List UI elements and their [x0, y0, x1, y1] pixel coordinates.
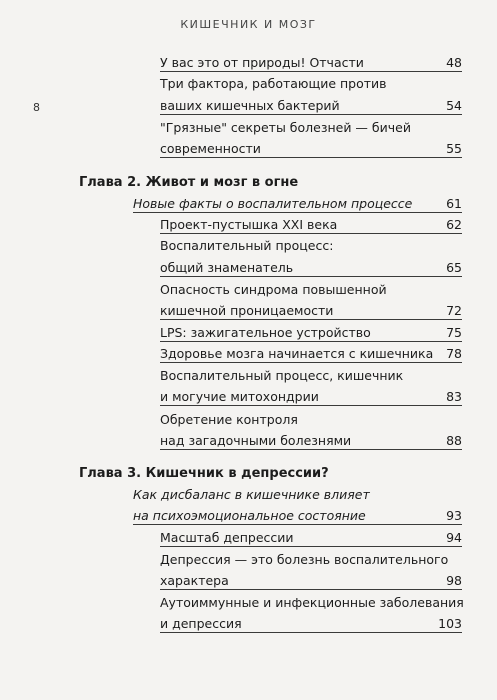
toc-entry-title: Опасность синдрома повышенной: [160, 282, 387, 297]
toc-entry-title: Обретение контроля: [160, 412, 298, 427]
toc-section-title: Как дисбаланс в кишечнике влияет: [133, 487, 370, 502]
toc-entry-title: "Грязные" секреты болезней — бичей: [160, 120, 411, 135]
toc-entry-title: Проект-пустышка XXI века: [160, 217, 338, 232]
toc-entry: [160, 433, 462, 450]
toc-entry-title: Три фактора, работающие против: [160, 76, 387, 91]
toc-entry-page: 48: [446, 55, 462, 70]
toc-entry-title: Воспалительный процесс, кишечник: [160, 368, 404, 383]
toc-entry: [160, 616, 462, 633]
toc-entry-page: 61: [446, 196, 462, 211]
chapter-heading: Глава 3. Кишечник в депрессии?: [79, 466, 329, 481]
toc-entry-title-cont: над загадочными болезнями: [160, 433, 352, 448]
toc-entry-title-cont: современности: [160, 141, 261, 156]
toc-section-title-cont: на психоэмоциональное состояние: [133, 508, 366, 523]
toc-entry-page: 88: [446, 433, 462, 448]
toc-entry: [160, 98, 462, 115]
toc-entry-page: 93: [446, 508, 462, 523]
page-number: 8: [33, 101, 40, 114]
toc-section: [133, 196, 462, 213]
toc-entry-title-cont: и депрессия: [160, 616, 242, 631]
toc-entry: [160, 217, 462, 234]
running-head: КИШЕЧНИК И МОЗГ: [180, 18, 317, 31]
toc-section-title: Новые факты о воспалительном процессе: [133, 196, 413, 211]
toc-entry-page: 72: [446, 303, 462, 318]
toc-entry-page: 65: [446, 260, 462, 275]
toc-entry: [160, 141, 462, 158]
toc-entry-page: 94: [446, 530, 462, 545]
chapter-heading: Глава 2. Живот и мозг в огне: [79, 175, 299, 190]
toc-entry-page: 62: [446, 217, 462, 232]
toc-entry-title-cont: ваших кишечных бактерий: [160, 98, 340, 113]
toc-entry: [160, 325, 462, 342]
toc-entry: [160, 346, 462, 363]
toc-entry: [160, 303, 462, 320]
toc-entry-page: 103: [438, 616, 462, 631]
toc-entry-page: 78: [446, 346, 462, 361]
toc-entry: [160, 260, 462, 277]
toc-entry-title: Аутоиммунные и инфекционные заболевания: [160, 595, 464, 610]
toc-section: [133, 508, 462, 525]
toc-entry-page: 83: [446, 389, 462, 404]
toc-entry-page: 75: [446, 325, 462, 340]
toc-entry-title-cont: кишечной проницаемости: [160, 303, 334, 318]
toc-entry-page: 98: [446, 573, 462, 588]
toc-entry-title: Депрессия — это болезнь воспалительного: [160, 552, 449, 567]
toc-entry: [160, 55, 462, 72]
toc-entry: [160, 389, 462, 406]
toc-entry-title: Масштаб депрессии: [160, 530, 294, 545]
toc-entry: [160, 573, 462, 590]
toc-entry-page: 54: [446, 98, 462, 113]
toc-entry-title: У вас это от природы! Отчасти: [160, 55, 364, 70]
toc-entry-title-cont: характера: [160, 573, 229, 588]
toc-entry-title: Воспалительный процесс:: [160, 238, 334, 253]
toc-entry-page: 55: [446, 141, 462, 156]
toc-entry-title-cont: и могучие митохондрии: [160, 389, 319, 404]
toc-entry: [160, 530, 462, 547]
toc-entry-title: LPS: зажигательное устройство: [160, 325, 371, 340]
toc-entry-title-cont: общий знаменатель: [160, 260, 294, 275]
toc-entry-title: Здоровье мозга начинается с кишечника: [160, 346, 434, 361]
